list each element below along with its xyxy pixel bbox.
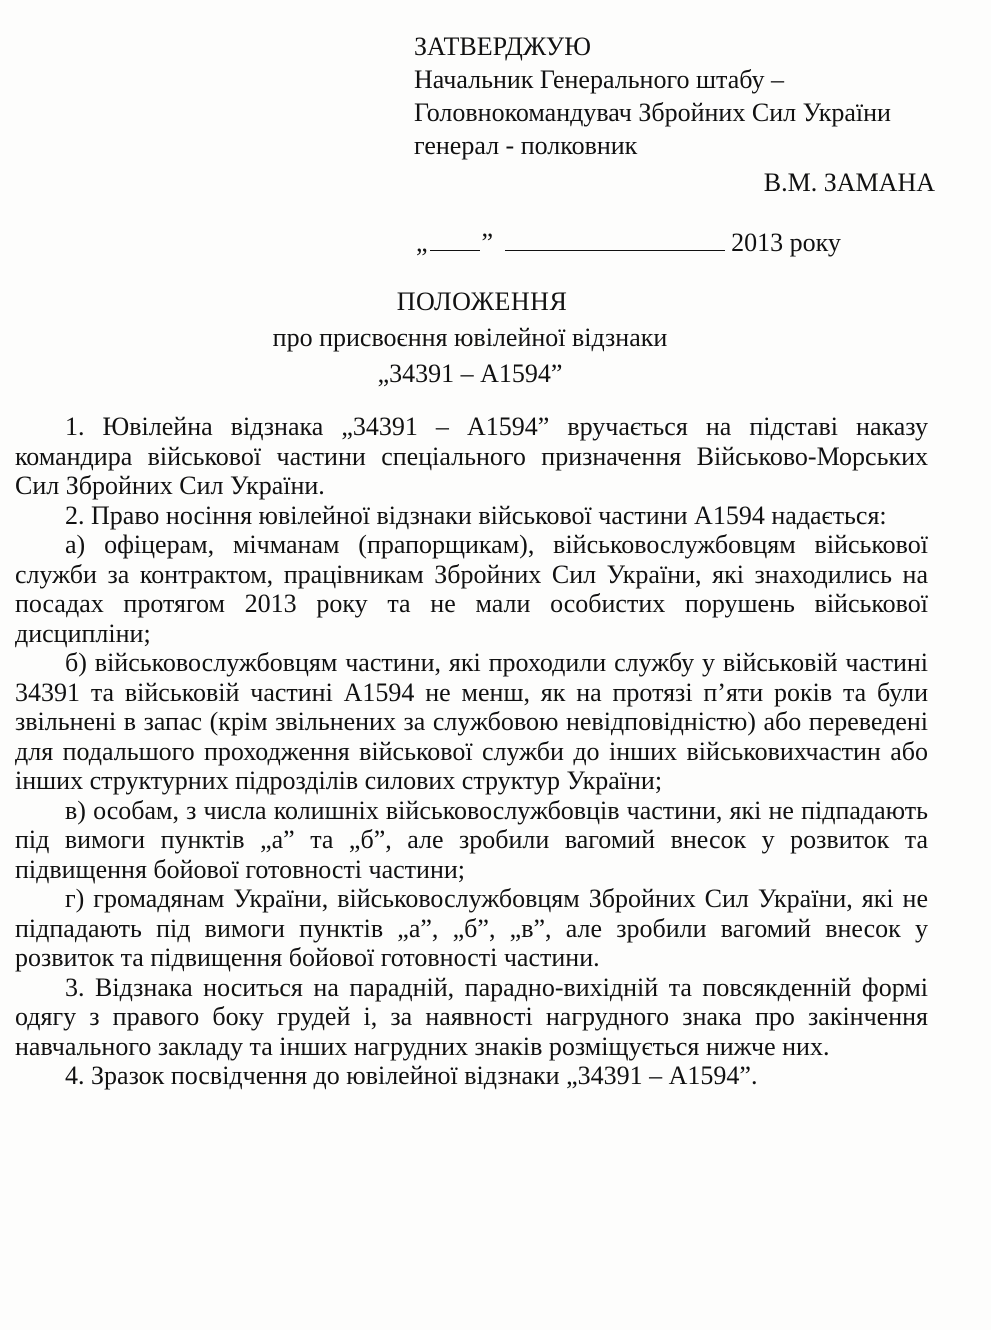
approval-heading: ЗАТВЕРДЖУЮ — [414, 32, 591, 61]
approval-position-line-2: Головнокомандувач Збройних Сил України — [414, 98, 891, 127]
paragraph-2g: г) громадянам України, військовослужбовцям Збройних Сил України, які не підпадають під вимоги пунктів „а”, „б”, „в”, але зробили вагомий внесок у розвиток та підвищення бойової готовності частини. — [15, 884, 928, 972]
document-type-heading: ПОЛОЖЕННЯ — [396, 287, 568, 316]
approval-block — [414, 30, 939, 199]
approval-rank: генерал - полковник — [414, 131, 638, 160]
document-subject: про присвоєння ювілейної відзнаки — [272, 323, 668, 352]
date-month-blank — [505, 230, 725, 251]
approval-date-line — [416, 228, 841, 258]
paragraph-2a: а) офіцерам, мічманам (прапорщикам), військовослужбовцям військової служби за контрактом, працівникам Збройних Сил України, які знаходились на посадах протягом 2013 року та не мали особистих порушень військової дисципліни; — [15, 530, 928, 648]
date-close-quote: ” — [481, 228, 494, 257]
date-day-blank — [430, 230, 480, 251]
approval-signatory: В.М. ЗАМАНА — [763, 168, 935, 197]
paragraph-2: 2. Право носіння ювілейної відзнаки військової частини А1594 надається: — [65, 500, 887, 530]
badge-name: „34391 – А1594” — [377, 359, 563, 388]
document-title-block — [0, 284, 940, 392]
paragraph-1: 1. Ювілейна відзнака „34391 – А1594” вручається на підставі наказу командира військової частини спеціального призначення Військово-Морських Сил Збройних Сил України. — [15, 412, 928, 500]
approval-position-line-1: Начальник Генерального штабу – — [414, 65, 784, 94]
paragraph-2b: б) військовослужбовцям частини, які проходили службу у військовій частині 34391 та військовій частині А1594 не менш, як на протязі п’яти років та були звільнені в запас (крім звільнених за службовою невідповідністю) або переведені для подальшого проходження військової служби до інших військовихчастин або інших структурних підрозділів силових структур України; — [15, 648, 928, 795]
paragraph-3: 3. Відзнака носиться на парадній, парадно-вихідній та повсякденній формі одягу з правого боку грудей і, за наявності нагрудного знака про закінчення навчального закладу та інших нагрудних знаків розміщується нижче них. — [15, 972, 928, 1061]
paragraph-2v: в) особам, з числа колишніх військовослужбовців частини, які не підпадають під вимоги пунктів „а” та „б”, але зробили вагомий внесок у розвиток та підвищення бойової готовності частини; — [15, 795, 928, 884]
date-year-text: 2013 року — [731, 228, 841, 257]
document-body — [15, 412, 928, 1091]
date-open-quote: „ — [416, 228, 428, 257]
paragraph-4: 4. Зразок посвідчення до ювілейної відзнаки „34391 – А1594”. — [65, 1061, 758, 1090]
